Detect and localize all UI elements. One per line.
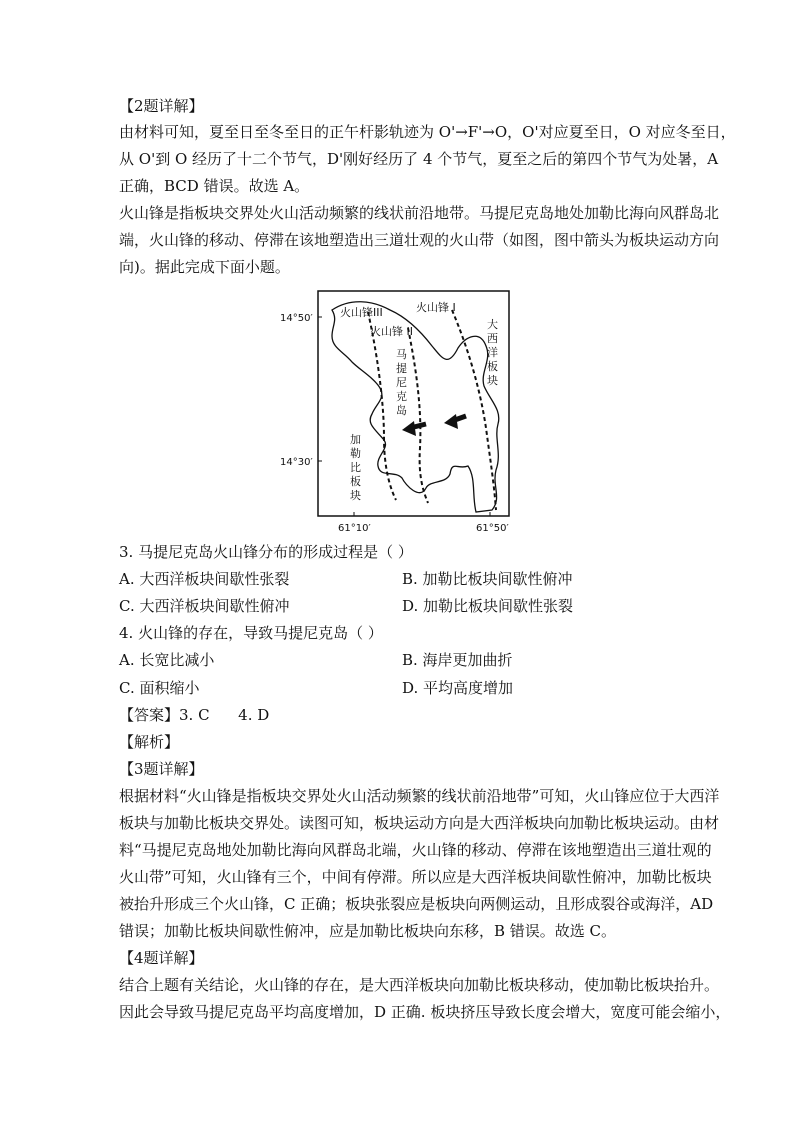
section-3-line: 板块与加勒比板块交界处。读图可知，板块运动方向是大西洋板块向加勒比板块运动。由材: [119, 814, 720, 832]
svg-text:大: 大: [487, 318, 498, 331]
plate-arrow-head-icon: [402, 421, 416, 436]
svg-text:板: 板: [350, 475, 361, 488]
svg-text:西: 西: [487, 332, 498, 345]
svg-text:板: 板: [487, 360, 498, 373]
lat-bottom-label: 14°30′: [280, 457, 313, 468]
svg-text:块: 块: [487, 374, 498, 387]
svg-text:马: 马: [396, 348, 407, 361]
question-4-option-c: C. 面积缩小: [119, 679, 200, 697]
svg-text:提: 提: [396, 362, 407, 375]
question-4-option-b: B. 海岸更加曲折: [402, 651, 513, 669]
section-2-line: 由材料可知，夏至日至冬至日的正午杆影轨迹为 O'→F'→O，O'对应夏至日，O 对应冬至日，: [119, 123, 736, 141]
intro-line: 端，火山锋的移动、停滞在该地塑造出三道壮观的火山带（如图，图中箭头为板块运动方向: [119, 231, 720, 249]
map-svg: [280, 288, 520, 536]
section-4-line: 因此会导致马提尼克岛平均高度增加，D 正确. 板块挤压导致长度会增大，宽度可能会缩小，: [119, 1003, 731, 1021]
analysis-heading: 【解析】: [119, 733, 180, 751]
section-4-heading: 【4题详解】: [119, 949, 204, 967]
section-2-heading: 【2题详解】: [119, 97, 204, 115]
question-4-stem: 4. 火山锋的存在，导致马提尼克岛（ ）: [119, 624, 383, 642]
island-label: [396, 348, 407, 417]
svg-text:岛: 岛: [396, 404, 407, 417]
volcanic-front-2-line: [408, 328, 428, 503]
svg-text:加: 加: [350, 433, 361, 446]
front-2-label: 火山锋 II: [370, 325, 413, 338]
section-3-line: 根据材料“火山锋是指板块交界处火山活动频繁的线状前沿地带”可知，火山锋应位于大西洋: [119, 787, 720, 805]
question-3-option-b: B. 加勒比板块间歇性俯冲: [402, 570, 573, 588]
svg-text:尼: 尼: [396, 376, 407, 389]
intro-line: 火山锋是指板块交界处火山活动频繁的线状前沿地带。马提尼克岛地处加勒比海向风群岛北: [119, 204, 720, 222]
section-3-heading: 【3题详解】: [119, 760, 204, 778]
question-4-option-a: A. 长宽比减小: [119, 651, 215, 669]
lon-left-label: 61°10′: [338, 523, 371, 534]
question-3-option-c: C. 大西洋板块间歇性俯冲: [119, 597, 290, 615]
front-3-label: 火山锋III: [340, 306, 383, 319]
question-4-option-d: D. 平均高度增加: [402, 679, 514, 697]
svg-text:洋: 洋: [487, 346, 498, 359]
atlantic-plate-label: [487, 317, 498, 387]
section-2-line: 正确，BCD 错误。故选 A。: [119, 177, 310, 195]
caribbean-plate-label: [350, 432, 361, 502]
lon-right-label: 61°50′: [476, 523, 509, 534]
front-1-label: 火山锋 I: [416, 301, 456, 314]
answer-line: 【答案】3. C 4. D: [119, 706, 270, 724]
svg-text:克: 克: [396, 390, 407, 403]
section-3-line: 火山带”可知，火山锋有三个，中间有停滞。所以应是大西洋板块间歇性俯冲，加勒比板块: [119, 868, 712, 886]
svg-text:块: 块: [350, 489, 361, 502]
section-2-line: 从 O'到 O 经历了十二个节气，D'刚好经历了 4 个节气，夏至之后的第四个节气为处暑，A: [119, 150, 719, 168]
martinique-volcanic-front-map: [280, 288, 520, 536]
map-frame: [318, 291, 509, 516]
section-3-line: 被抬升形成三个火山锋，C 正确；板块张裂应是板块向两侧运动，且形成裂谷或海洋，AD: [119, 895, 714, 913]
intro-line: 向)。据此完成下面小题。: [119, 258, 290, 276]
section-3-line: 料“马提尼克岛地处加勒比海向风群岛北端，火山锋的移动、停滞在该地塑造出三道壮观的: [119, 841, 712, 859]
question-3-stem: 3. 马提尼克岛火山锋分布的形成过程是（ ）: [119, 543, 413, 561]
question-3-option-d: D. 加勒比板块间歇性张裂: [402, 597, 574, 615]
section-4-line: 结合上题有关结论，火山锋的存在，是大西洋板块向加勒比板块移动，使加勒比板块抬升。: [119, 976, 720, 994]
svg-text:勒: 勒: [350, 447, 361, 460]
section-3-line: 错误；加勒比板块间歇性俯冲，应是加勒比板块向东移，B 错误。故选 C。: [119, 922, 617, 940]
svg-text:比: 比: [350, 461, 361, 474]
plate-arrow-head-icon: [444, 414, 458, 429]
question-3-option-a: A. 大西洋板块间歇性张裂: [119, 570, 290, 588]
lat-top-label: 14°50′: [280, 313, 313, 324]
